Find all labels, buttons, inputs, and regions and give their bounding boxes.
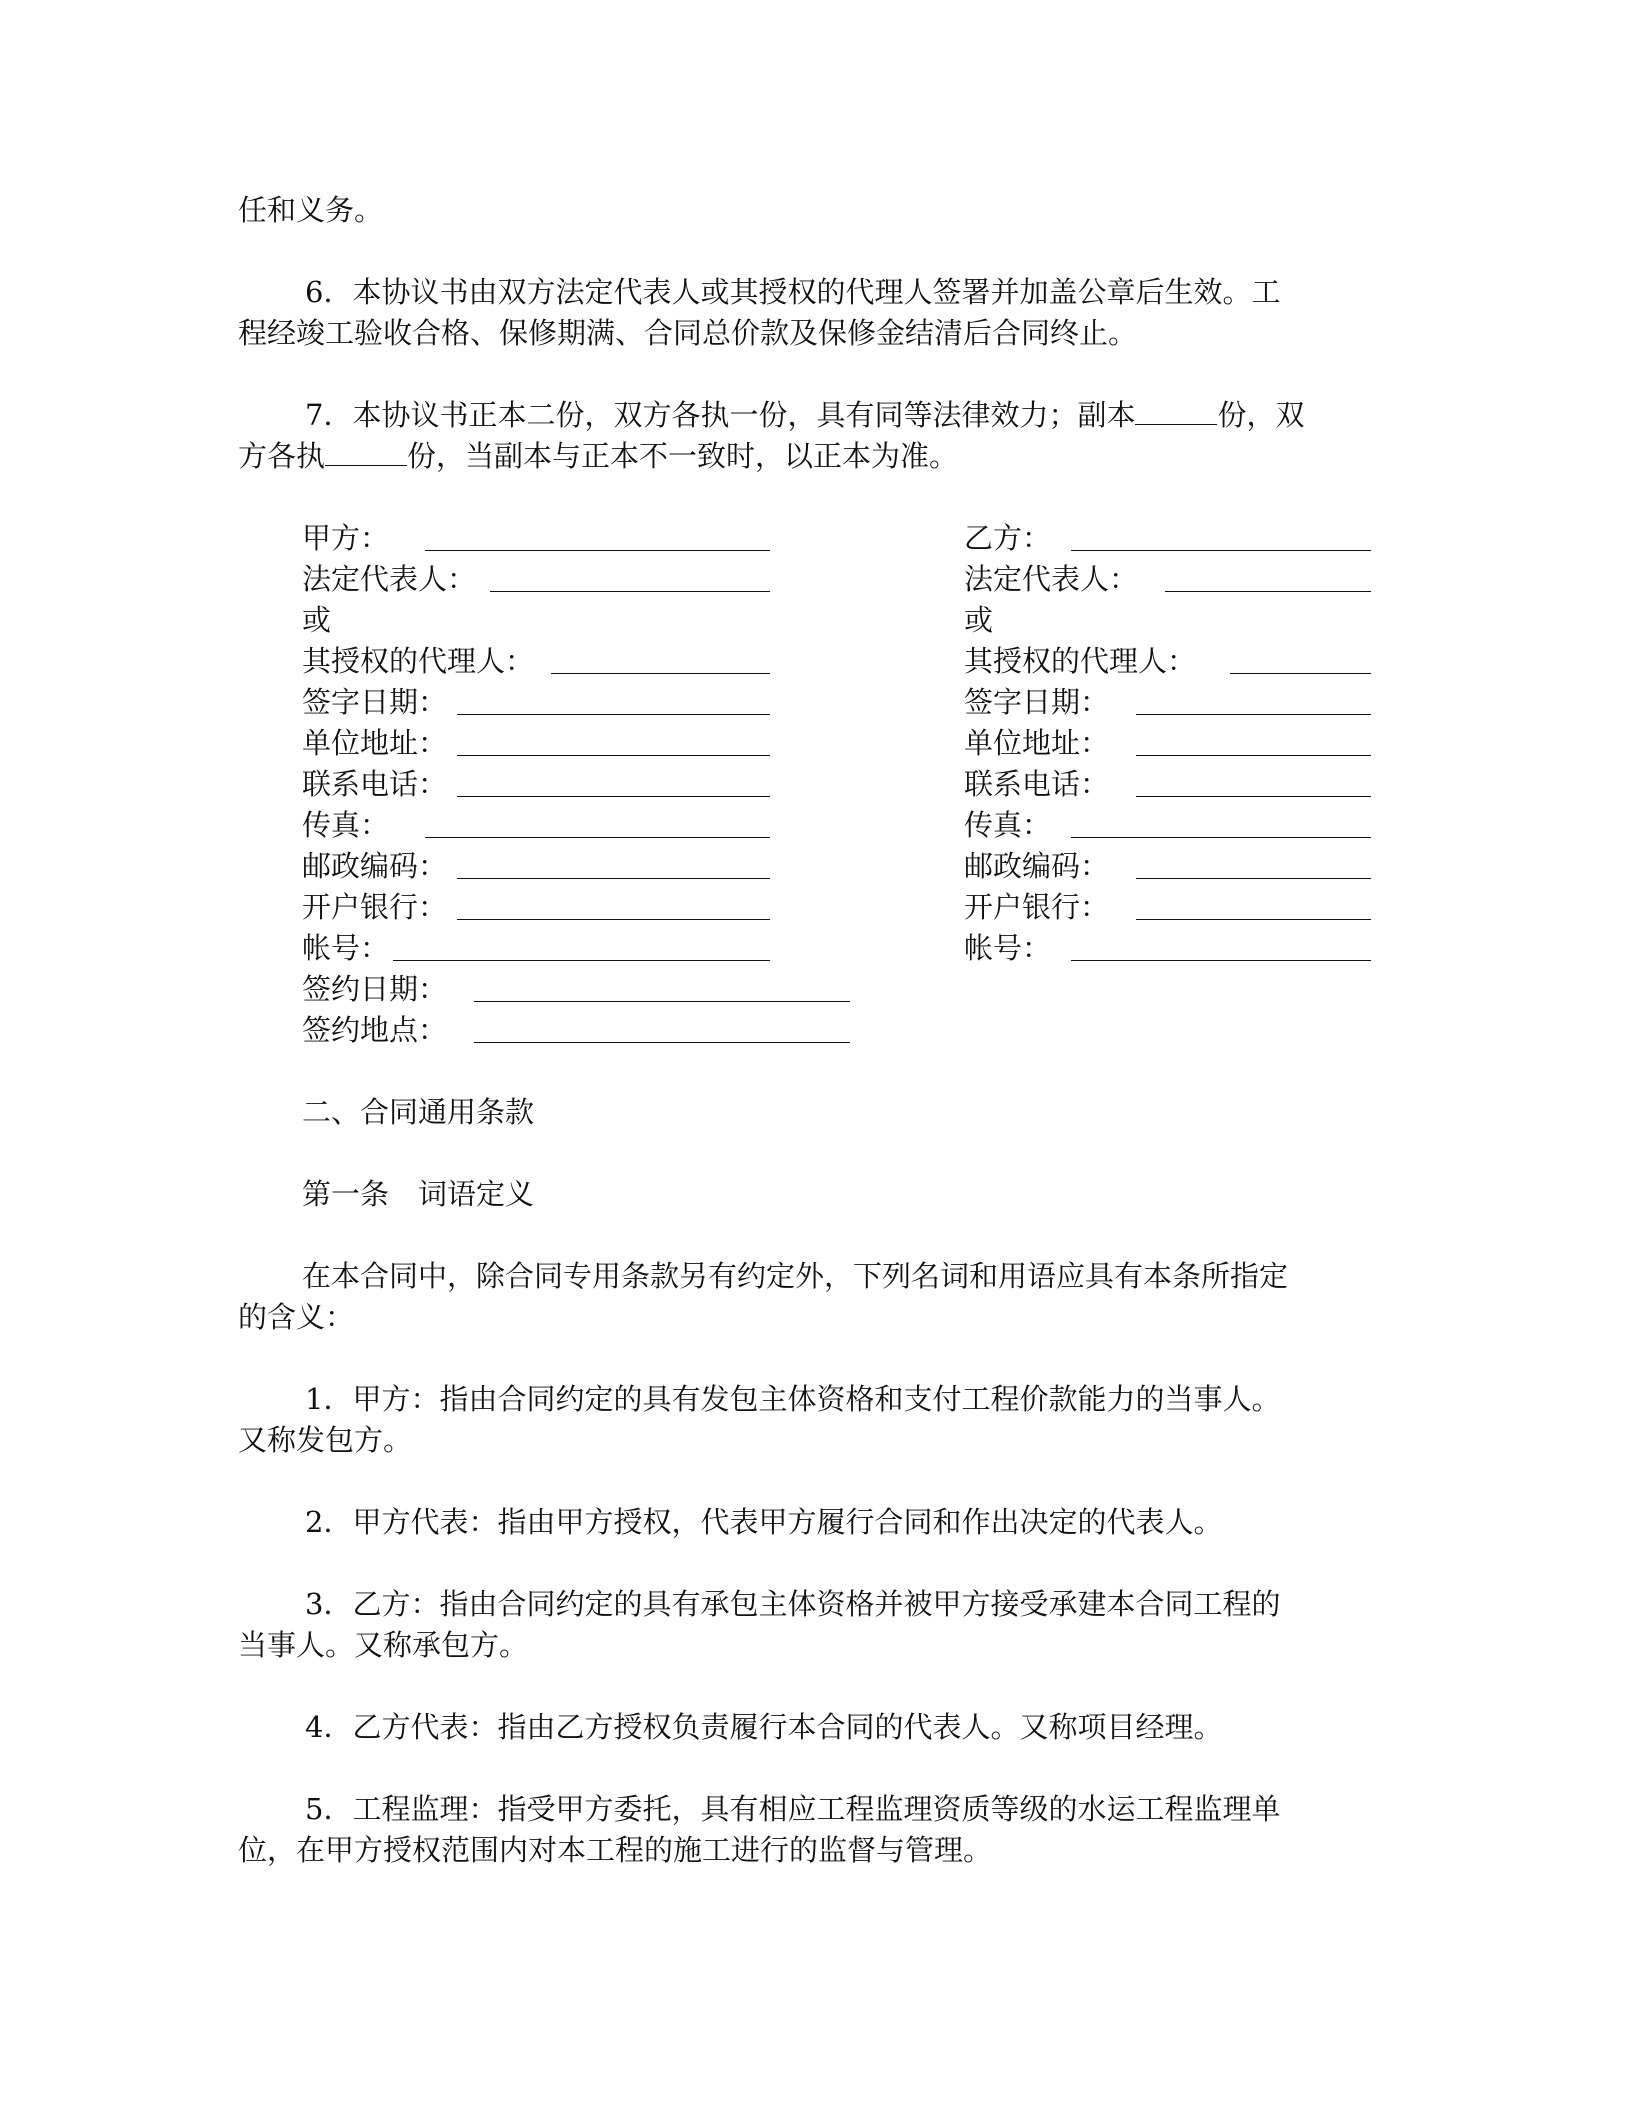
article-1-heading: 第一条 词语定义: [302, 1177, 535, 1211]
party-a-phone-label: 联系电话：: [302, 767, 448, 801]
copies-blank-2: [325, 439, 407, 466]
party-a-name-label: 甲方：: [302, 521, 390, 555]
definition-5-line-2: 位，在甲方授权范围内对本工程的施工进行的监督与管理。: [238, 1833, 993, 1867]
party-b-name-line: [1071, 550, 1371, 551]
party-a-sign-date-line: [457, 714, 770, 715]
definition-1-line-1: 1．甲方：指由合同约定的具有发包主体资格和支付工程价款能力的当事人。: [305, 1382, 1281, 1416]
definition-1-line-2: 又称发包方。: [238, 1423, 413, 1457]
clause-7-text-c: 方各执: [238, 439, 326, 473]
clause-6-line-2: 程经竣工验收合格、保修期满、合同总价款及保修金结清后合同终止。: [238, 316, 1138, 350]
party-a-address-label: 单位地址：: [302, 726, 448, 760]
party-a-postcode-line: [457, 878, 770, 879]
party-a-fax-line: [425, 837, 770, 838]
copies-blank-1: [1135, 398, 1217, 425]
definition-4-line-1: 4．乙方代表：指由乙方授权负责履行本合同的代表人。又称项目经理。: [305, 1710, 1223, 1744]
party-a-bank-line: [457, 919, 770, 920]
party-a-fax-label: 传真：: [302, 808, 390, 842]
party-b-or-label: 或: [964, 603, 994, 637]
party-a-name-line: [425, 550, 770, 551]
section-heading: 二、合同通用条款: [302, 1095, 535, 1129]
party-a-legal-rep-label: 法定代表人：: [302, 562, 477, 596]
contract-date-label: 签约日期：: [302, 972, 448, 1006]
clause-7-line-2: [238, 436, 958, 477]
party-b-agent-label: 其授权的代理人：: [964, 644, 1197, 678]
party-b-phone-label: 联系电话：: [964, 767, 1110, 801]
party-b-fax-label: 传真：: [964, 808, 1052, 842]
party-a-postcode-label: 邮政编码：: [302, 849, 448, 883]
party-b-legal-rep-line: [1165, 591, 1371, 592]
party-a-or-label: 或: [302, 603, 332, 637]
party-b-postcode-label: 邮政编码：: [964, 849, 1110, 883]
party-b-sign-date-label: 签字日期：: [964, 685, 1110, 719]
party-a-agent-label: 其授权的代理人：: [302, 644, 535, 678]
clause-7-line-1: [305, 395, 1304, 436]
party-b-account-line: [1071, 960, 1371, 961]
party-b-fax-line: [1071, 837, 1371, 838]
paragraph-fragment: 任和义务。: [238, 193, 384, 227]
party-a-bank-label: 开户银行：: [302, 890, 448, 924]
party-b-legal-rep-label: 法定代表人：: [964, 562, 1139, 596]
party-a-account-line: [393, 960, 770, 961]
definition-3-line-2: 当事人。又称承包方。: [238, 1628, 529, 1662]
contract-date-line: [474, 1001, 850, 1002]
clause-7-text-d: 份，当副本与正本不一致时，以正本为准。: [407, 439, 959, 473]
party-b-account-label: 帐号：: [964, 931, 1052, 965]
party-a-legal-rep-line: [490, 591, 770, 592]
contract-place-label: 签约地点：: [302, 1013, 448, 1047]
party-a-account-label: 帐号：: [302, 931, 390, 965]
party-a-phone-line: [457, 796, 770, 797]
party-b-phone-line: [1136, 796, 1371, 797]
party-b-agent-line: [1230, 673, 1371, 674]
party-a-agent-line: [551, 673, 770, 674]
definition-2-line-1: 2．甲方代表：指由甲方授权，代表甲方履行合同和作出决定的代表人。: [305, 1505, 1223, 1539]
party-b-bank-line: [1136, 919, 1371, 920]
party-b-name-label: 乙方：: [964, 521, 1052, 555]
definition-5-line-1: 5．工程监理：指受甲方委托，具有相应工程监理资质等级的水运工程监理单: [305, 1792, 1281, 1826]
party-b-address-line: [1136, 755, 1371, 756]
clause-6-line-1: 6．本协议书由双方法定代表人或其授权的代理人签署并加盖公章后生效。工: [305, 275, 1281, 309]
party-b-postcode-line: [1136, 878, 1371, 879]
intro-line-1: 在本合同中，除合同专用条款另有约定外，下列名词和用语应具有本条所指定: [302, 1259, 1289, 1293]
party-b-address-label: 单位地址：: [964, 726, 1110, 760]
definition-3-line-1: 3．乙方：指由合同约定的具有承包主体资格并被甲方接受承建本合同工程的: [305, 1587, 1281, 1621]
intro-line-2: 的含义：: [238, 1300, 355, 1334]
party-a-address-line: [457, 755, 770, 756]
party-b-bank-label: 开户银行：: [964, 890, 1110, 924]
clause-7-text-b: 份，双: [1217, 398, 1305, 432]
party-b-sign-date-line: [1136, 714, 1371, 715]
contract-place-line: [474, 1042, 850, 1043]
clause-7-text-a: 7．本协议书正本二份，双方各执一份，具有同等法律效力；副本: [305, 398, 1136, 432]
party-a-sign-date-label: 签字日期：: [302, 685, 448, 719]
